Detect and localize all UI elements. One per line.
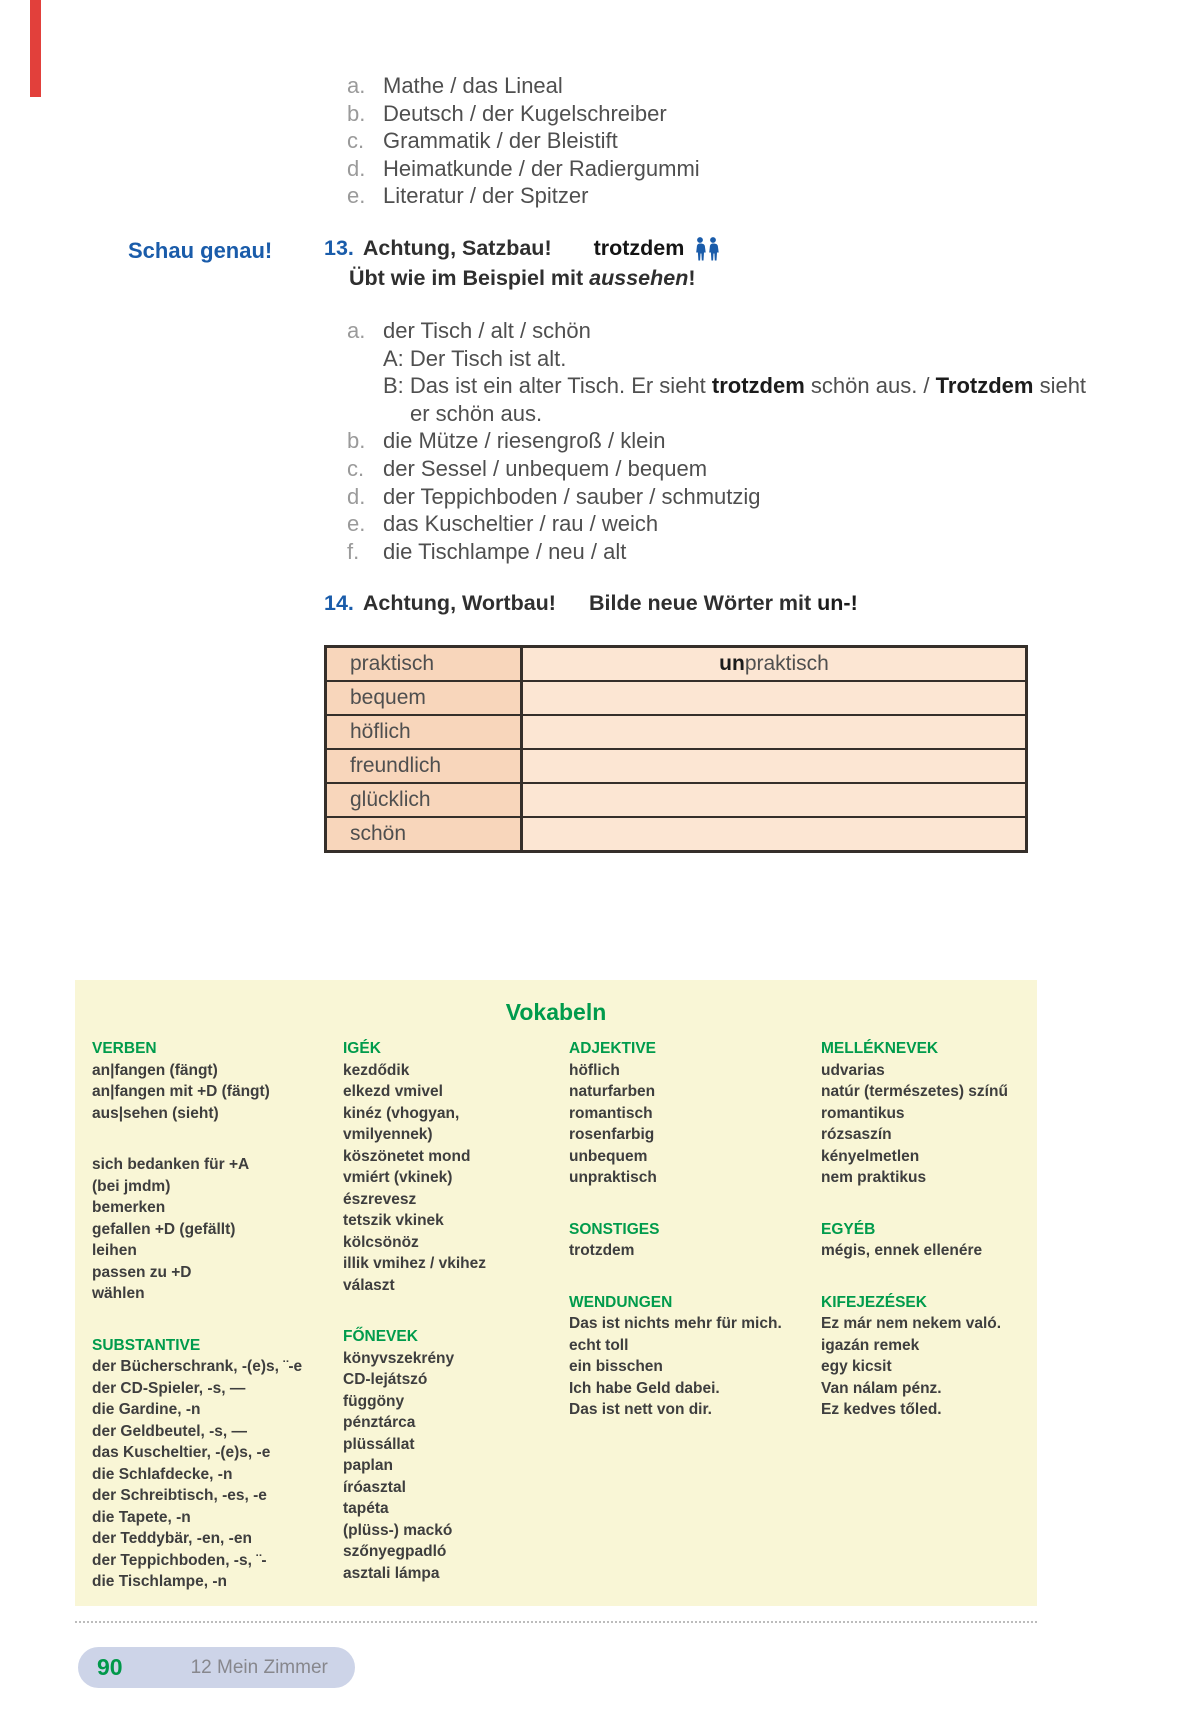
vocab-entry: wählen — [92, 1285, 145, 1302]
vocab-entry: udvarias — [821, 1061, 885, 1079]
vocab-entry: SUBSTANTIVE — [92, 1336, 201, 1354]
vocab-entry: sich bedanken für +A — [92, 1156, 250, 1173]
chapter-title: 12 Mein Zimmer — [190, 1656, 328, 1678]
vocab-entry: der Bücherschrank, -(e)s, ¨-e — [92, 1358, 303, 1375]
item-text: Grammatik / der Bleistift — [383, 128, 618, 154]
vocab-entry: pénztárca — [343, 1414, 416, 1431]
list-item — [347, 510, 1086, 538]
pair-work-icon — [694, 237, 721, 261]
vocab-entry: (plüss-) mackó — [343, 1521, 453, 1539]
item-letter: f. — [347, 538, 360, 564]
vocab-entry: höflich — [569, 1061, 620, 1079]
table-cell-answer-blank — [523, 818, 1025, 850]
vocab-entry: der CD-Spieler, -s, — — [92, 1379, 246, 1397]
table-row — [327, 714, 1025, 748]
vocab-entry: romantisch — [569, 1104, 653, 1122]
item-text: der Teppichboden / sauber / schmutzig — [383, 483, 761, 509]
vocab-entry: der Teddybär, -en, -en — [92, 1530, 252, 1547]
table-cell-adjective: freundlich — [327, 750, 523, 782]
exercise-number: 14. — [324, 591, 354, 615]
vocab-entry: an|fangen mit +D (fängt) — [92, 1083, 270, 1100]
vocab-entry: an|fangen (fängt) — [92, 1061, 218, 1079]
vocab-entry: der Schreibtisch, -es, -e — [92, 1487, 267, 1504]
list-item — [347, 455, 1086, 483]
table-row — [327, 748, 1025, 782]
vocab-entry: elkezd vmivel — [343, 1083, 443, 1100]
vocab-entry: VERBEN — [92, 1040, 157, 1057]
vocab-entry: leihen — [92, 1242, 137, 1259]
vocab-entry: nem praktikus — [821, 1169, 927, 1186]
warmup-exercise-list — [347, 72, 700, 210]
vocab-entry — [569, 1262, 821, 1292]
item-text: Heimatkunde / der Radiergummi — [383, 155, 700, 181]
vocab-entry: választ — [343, 1276, 395, 1294]
list-item — [347, 427, 1086, 455]
vocab-entry: bemerken — [92, 1199, 166, 1216]
item-text: das Kuscheltier / rau / weich — [383, 511, 659, 537]
table-cell-answer-blank — [523, 716, 1025, 748]
list-item — [347, 72, 700, 100]
item-letter: d. — [347, 155, 366, 181]
vocab-entry: der Geldbeutel, -s, — — [92, 1422, 248, 1440]
page-number: 90 — [97, 1654, 123, 1680]
table-cell-answer: un praktisch — [523, 648, 1025, 680]
vocab-entry: echt toll — [569, 1336, 629, 1354]
item-letter: a. — [347, 73, 366, 98]
exercise-title: Achtung, Satzbau! — [362, 236, 552, 260]
table-row — [327, 782, 1025, 816]
item-letter: b. — [347, 100, 366, 126]
vocab-entry: romantikus — [821, 1104, 905, 1122]
vocab-entry: passen zu +D — [92, 1263, 192, 1281]
vocab-entry: tapéta — [343, 1500, 389, 1517]
vocab-entry: (bei jmdm) — [92, 1177, 171, 1195]
vocab-entry: WENDUNGEN — [569, 1293, 673, 1311]
vocab-entry: die Tischlampe, -n — [92, 1573, 227, 1590]
vocab-entry: könyvszekrény — [343, 1349, 455, 1367]
vocab-column-hungarian-1 — [343, 1038, 569, 1593]
table-row — [327, 816, 1025, 850]
item-letter: c. — [347, 455, 365, 481]
vocab-entry: die Gardine, -n — [92, 1401, 201, 1418]
item-letter: a. — [347, 318, 366, 343]
item-text: Deutsch / der Kugelschreiber — [383, 100, 667, 126]
vocab-entry: kölcsönöz — [343, 1233, 419, 1251]
list-item — [347, 483, 1086, 511]
list-item — [347, 317, 1086, 345]
vocab-entry — [92, 1124, 343, 1154]
vocab-entry: die Tapete, -n — [92, 1508, 191, 1526]
vocab-entry: illik vmihez / vkihez — [343, 1255, 487, 1272]
vocab-entry: KIFEJEZÉSEK — [821, 1293, 927, 1311]
list-item — [347, 538, 1086, 566]
vocab-entry: köszönetet mond — [343, 1147, 471, 1165]
example-line-b-continued: er schön aus. — [410, 400, 543, 426]
vocab-entry: tetszik vkinek — [343, 1212, 444, 1229]
vocab-entry: Das ist nett von dir. — [569, 1401, 712, 1418]
vocab-entry: mégis, ennek ellenére — [821, 1242, 983, 1259]
vocab-entry: plüssállat — [343, 1435, 415, 1453]
exercise-13-list — [347, 317, 1086, 565]
footer-page-pill — [78, 1647, 355, 1688]
vocabulary-title: Vokabeln — [505, 999, 607, 1025]
item-text: der Tisch / alt / schön — [383, 318, 591, 343]
vocab-entry: MELLÉKNEVEK — [821, 1040, 939, 1057]
vocab-entry — [569, 1189, 821, 1219]
vocab-entry — [92, 1305, 343, 1335]
item-text: Literatur / der Spitzer — [383, 183, 589, 209]
footer-dotted-divider — [75, 1621, 1037, 1623]
example-line-b: B: Das ist ein alter Tisch. Er sieht trotzdem schön aus. / Trotzdem sieht — [383, 373, 1087, 399]
vocab-entry: EGYÉB — [821, 1220, 876, 1238]
vocab-entry: rosenfarbig — [569, 1126, 655, 1143]
table-cell-answer-blank — [523, 750, 1025, 782]
vocab-entry: die Schlafdecke, -n — [92, 1465, 233, 1483]
item-text: die Mütze / riesengroß / klein — [383, 428, 666, 454]
vocabulary-panel — [75, 980, 1037, 1606]
item-letter: d. — [347, 483, 366, 509]
list-item — [347, 127, 700, 155]
table-cell-adjective: bequem — [327, 682, 523, 714]
vocab-entry: unpraktisch — [569, 1169, 657, 1186]
item-letter: c. — [347, 128, 365, 154]
example-line-a: A: Der Tisch ist alt. — [383, 345, 567, 371]
vocab-entry: kényelmetlen — [821, 1147, 920, 1165]
vocab-column-german-2 — [569, 1038, 821, 1593]
vocab-entry: kinéz (vhogyan, — [343, 1104, 460, 1122]
exercise-number: 13. — [324, 236, 354, 260]
exercise-13-heading — [324, 236, 721, 261]
vocab-entry: naturfarben — [569, 1083, 656, 1100]
vocab-entry: vmiért (vkinek) — [343, 1169, 453, 1186]
vocab-entry: Ich habe Geld dabei. — [569, 1379, 720, 1397]
item-letter: e. — [347, 511, 366, 537]
vocab-entry: egy kicsit — [821, 1358, 892, 1375]
vocab-entry: szőnyegpadló — [343, 1543, 447, 1560]
table-row — [327, 648, 1025, 680]
list-item — [347, 182, 700, 210]
vocab-entry: észrevesz — [343, 1190, 417, 1208]
vocab-entry: gefallen +D (gefällt) — [92, 1220, 236, 1238]
exercise-keyword: trotzdem — [593, 236, 685, 260]
vocab-entry: das Kuscheltier, -(e)s, -e — [92, 1444, 271, 1461]
item-text: die Tischlampe / neu / alt — [383, 538, 627, 564]
vocab-entry: CD-lejátszó — [343, 1371, 428, 1388]
vocab-entry: paplan — [343, 1457, 393, 1474]
vocab-column-german-1 — [92, 1038, 343, 1593]
vocab-entry — [821, 1262, 1037, 1292]
vocab-entry: függöny — [343, 1392, 405, 1410]
vocab-entry: SONSTIGES — [569, 1220, 660, 1238]
vocab-entry — [343, 1296, 569, 1326]
vocab-entry: trotzdem — [569, 1242, 635, 1259]
vocab-entry: kezdődik — [343, 1061, 410, 1079]
vocab-column-hungarian-2 — [821, 1038, 1037, 1593]
vocab-entry: Ez már nem nekem való. — [821, 1315, 1002, 1332]
list-item — [347, 155, 700, 183]
item-letter: b. — [347, 428, 366, 454]
vocab-entry: Das ist nichts mehr für mich. — [569, 1315, 782, 1332]
table-cell-answer-blank — [523, 682, 1025, 714]
exercise-13-instruction: Übt wie im Beispiel mit aussehen! — [349, 266, 696, 290]
vocab-entry: ein bisschen — [569, 1358, 663, 1375]
table-cell-answer-blank — [523, 784, 1025, 816]
vocabulary-grid — [75, 1038, 1037, 1593]
table-cell-adjective: höflich — [327, 716, 523, 748]
vocab-entry: natúr (természetes) színű — [821, 1083, 1008, 1100]
vocab-entry: Van nálam pénz. — [821, 1379, 942, 1397]
exercise-title: Achtung, Wortbau! — [362, 591, 556, 615]
vocab-entry: FŐNEVEK — [343, 1328, 418, 1345]
item-text: der Sessel / unbequem / bequem — [383, 455, 708, 481]
item-text: Mathe / das Lineal — [383, 73, 563, 98]
list-item — [347, 100, 700, 128]
table-row — [327, 680, 1025, 714]
page-edge-mark — [30, 0, 41, 97]
item-letter: e. — [347, 183, 366, 209]
vocab-entry: unbequem — [569, 1147, 648, 1165]
table-cell-adjective: praktisch — [327, 648, 523, 680]
vocab-entry: rózsaszín — [821, 1126, 892, 1143]
vocab-entry: ADJEKTIVE — [569, 1040, 656, 1057]
wordbuilding-table — [324, 645, 1028, 853]
vocab-entry: IGÉK — [343, 1040, 381, 1057]
margin-note-schau-genau: Schau genau! — [128, 238, 273, 263]
vocab-entry: vmilyennek) — [343, 1126, 433, 1143]
exercise-14-heading — [324, 591, 858, 616]
vocab-entry: igazán remek — [821, 1336, 920, 1354]
exercise-14-instruction: Bilde neue Wörter mit un-! — [588, 591, 858, 615]
vocab-entry: asztali lámpa — [343, 1564, 440, 1582]
vocab-entry: der Teppichboden, -s, ¨- — [92, 1551, 267, 1569]
vocab-entry: aus|sehen (sieht) — [92, 1104, 219, 1122]
table-cell-adjective: schön — [327, 818, 523, 850]
vocab-entry: íróasztal — [343, 1478, 406, 1496]
vocab-entry — [821, 1189, 1037, 1219]
vocab-entry: Ez kedves tőled. — [821, 1401, 942, 1418]
table-cell-adjective: glücklich — [327, 784, 523, 816]
